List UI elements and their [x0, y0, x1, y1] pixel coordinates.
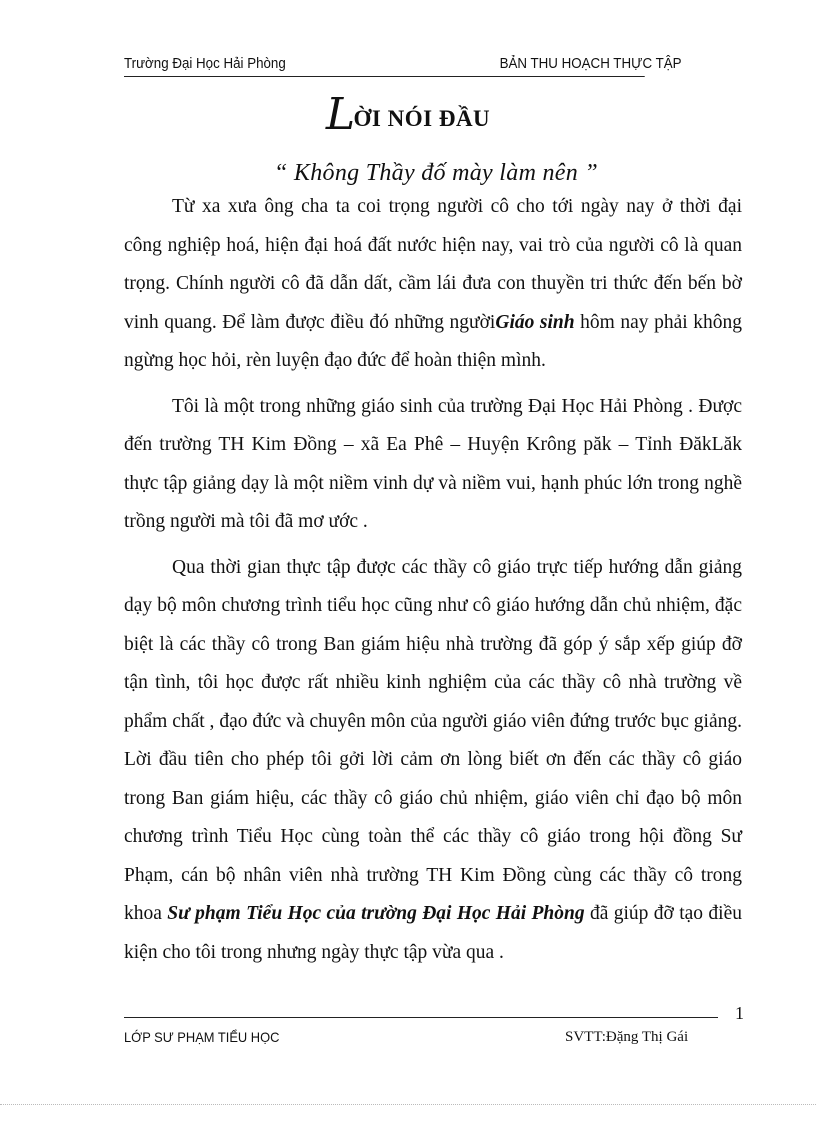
paragraph-1: [124, 188, 742, 381]
footer-divider: [124, 1017, 718, 1018]
paragraph-1-text-end: hôm nay phải không ngừng học hỏi, rèn luyện đạo đức để hoàn thiện mình.: [124, 311, 742, 371]
paragraph-2: [124, 388, 742, 542]
header-report-title: BẢN THU HOẠCH THỰC TẬP: [499, 56, 682, 72]
footer-student-name: SVTT:Đặng Thị Gái: [565, 1029, 689, 1045]
paragraph-1-emphasis: Giáo sinh: [495, 311, 575, 333]
paragraph-3-text: Qua thời gian thực tập được các thầy cô giáo trực tiếp hướng dẫn giảng dạy bộ môn chương trình tiểu học cũng như cô giáo hướng dẫn chủ nhiệm, đặc biệt là các thầy cô trong Ban giám hiệu nhà trường đã góp ý sắp xếp giúp đỡ tận tình, tôi học được rất nhiều kinh nghiệm của các thầy cô nhà trường về phẩm chất , đạo đức và chuyên môn của người giáo viên đứng trước bục giảng. Lời đầu tiên cho phép tôi gởi lời cảm ơn lòng biết ơn đến các thầy cô giáo trong Ban giám hiệu, các thầy cô giáo chủ nhiệm, giáo viên chỉ đạo bộ môn chương trình Tiểu Học cùng toàn thể các thầy cô giáo trong hội đồng Sư Phạm, cán bộ nhân viên nhà trường TH Kim Đồng cùng các thầy cô trong khoa: [124, 556, 742, 924]
paragraph-2-text: Tôi là một trong những giáo sinh của trường Đại Học Hải Phòng . Được đến trường TH Kim Đồng – xã Ea Phê – Huyện Krông păk – Tỉnh ĐăkLăk thực tập giảng dạy là một niềm vinh dự và niềm vui, hạnh phúc lớn trong nghề trồng người mà tôi đã mơ ước .: [124, 395, 742, 532]
title-rest: ỜI NÓI ĐẦU: [353, 106, 491, 131]
paragraph-3-emphasis: Sư phạm Tiểu Học của trường Đại Học Hải Phòng: [167, 903, 585, 924]
footer-class-name: LỚP SƯ PHẠM TIỂU HỌC: [124, 1029, 280, 1045]
quote: “ Không Thầy đố mày làm nên ”: [273, 160, 599, 186]
body-text: [124, 188, 742, 979]
paragraph-3-text-end: đã giúp đỡ tạo điều kiện cho tôi trong nhưng ngày thực tập vừa qua .: [124, 903, 742, 963]
page-title: [0, 86, 816, 140]
page-header: [124, 54, 682, 77]
paragraph-3: [124, 549, 742, 973]
header-school-name: Trường Đại Học Hải Phòng: [124, 56, 286, 72]
page-bottom-edge: [0, 1104, 816, 1105]
paragraph-1-text: Từ xa xưa ông cha ta coi trọng người cô cho tới ngày nay ở thời đại công nghiệp hoá, hiện đại hoá đất nước hiện nay, vai trò của người cô là quan trọng. Chính người cô đã dẫn dất, cầm lái đưa con thuyền tri thức đến bến bờ vinh quang. Để làm được điều đó những người: [124, 196, 742, 333]
page-number: 1: [735, 1003, 744, 1023]
title-initial: L: [325, 89, 356, 140]
